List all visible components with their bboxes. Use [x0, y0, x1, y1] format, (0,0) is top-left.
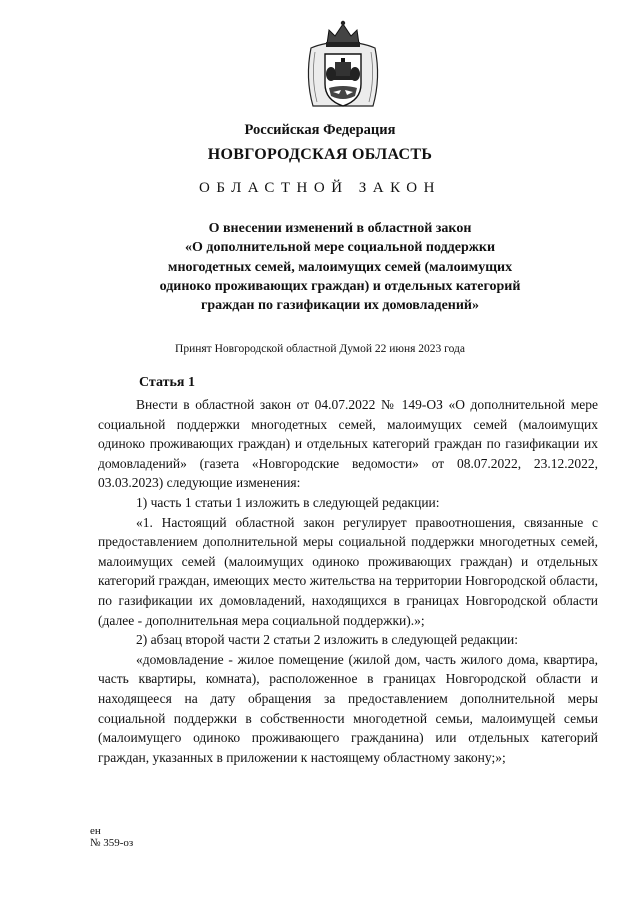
document-number: № 359-оз — [90, 837, 134, 849]
law-title-line: «О дополнительной мере социальной поддержки — [184, 240, 496, 256]
country-name: Российская Федерация — [244, 122, 396, 138]
article-paragraph: «домовладение - жилое помещение (жилой дом, часть жилого дома, квартира, часть квартиры, комната), расположенное в границах Новгородской области и находящееся на дату обращения за предоставлением дополнительной меры социальной поддержки в собственности многодетной семьи, малоимущей семьи (малоимущего одиноко проживающего гражданина) или отдельных категорий граждан, указанных в приложении к настоящему областному закону;»; — [98, 651, 598, 765]
law-title — [120, 219, 560, 315]
law-title-line: одиноко проживающих граждан) и отдельных категорий — [159, 278, 521, 294]
coat-of-arms-icon — [297, 18, 389, 114]
article-paragraph: 1) часть 1 статьи 1 изложить в следующей редакции: — [136, 494, 440, 510]
law-title-line: О внесении изменений в областной закон — [208, 221, 472, 236]
adoption-note: Принят Новгородской областной Думой 22 июня 2023 года — [175, 343, 465, 355]
article-paragraph: Внести в областной закон от 04.07.2022 № 149-ОЗ «О дополнительной мере социальной поддержки многодетных семей, малоимущих семей (малоимущих одиноко проживающих граждан) и отдельных категорий граждан по газификации их домовладений» (газета «Новгородские ведомости» от 08.07.2022, 23.12.2022, 03.03.2023) следующие изменения: — [98, 397, 598, 491]
article-title: Статья 1 — [139, 375, 195, 390]
region-name: НОВГОРОДСКАЯ ОБЛАСТЬ — [207, 146, 433, 163]
author-initials: ен — [90, 825, 101, 837]
document-footer — [90, 825, 133, 849]
law-title-line: граждан по газификации их домовладений» — [201, 298, 479, 314]
law-type: ОБЛАСТНОЙ ЗАКОН — [199, 180, 441, 196]
law-title-line: многодетных семей, малоимущих семей (малоимущих — [167, 259, 513, 275]
article-paragraph: 2) абзац второй части 2 статьи 2 изложить в следующей редакции: — [136, 632, 518, 648]
article-body — [98, 395, 598, 767]
article-paragraph: «1. Настоящий областной закон регулирует правоотношения, связанные с предоставлением дополнительной меры социальной поддержки многодетных семей, малоимущих семей (малоимущих одиноко проживающих граждан) и отдельных категорий граждан, имеющих место жительства на территории Новгородской области, по газификации их домовладений, находящихся в границах Новгородской области (далее - дополнительная мера социальной поддержки).»; — [98, 514, 598, 628]
